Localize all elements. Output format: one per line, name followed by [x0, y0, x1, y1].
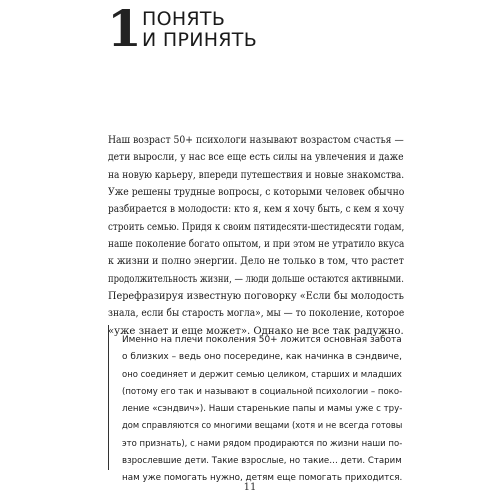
body-line: Наш возраст 50+ психологи называют возрастом счастья — — [108, 134, 404, 146]
sidebar-line: (потому его так и называют в социальной психологии – поко- — [122, 386, 403, 397]
body-line: Перефразируя известную поговорку «Если бы молодость — [108, 290, 404, 303]
chapter-title-line-1: ПОНЯТЬ — [142, 8, 226, 30]
sidebar-line: нам уже помогать нужно, детям еще помогать приходится. — [122, 473, 403, 484]
body-line: строить семью. Придя к своим пятидесяти-шестидесяти годам, — [108, 220, 405, 233]
chapter-title-line-2: И ПРИНЯТЬ — [142, 29, 258, 51]
sidebar-quote — [108, 324, 404, 484]
body-line: знала, если бы старость могла», мы — то поколение, которое — [108, 307, 405, 320]
body-line: разбирается в молодости: кто я, кем я хочу быть, с кем я хочу — [108, 203, 405, 216]
body-line: к жизни и полно энергии. Дело не только в том, что растет — [108, 255, 404, 268]
page-number: 11 — [243, 482, 257, 493]
sidebar-line: оно соединяет и держит семью целиком, старших и младших — [122, 369, 402, 380]
chapter-title — [142, 9, 257, 51]
body-line: дети выросли, у нас все еще есть силы на увлечения и даже — [108, 151, 404, 164]
body-line: наше поколение богато опытом, и при этом не утратило вкуса — [108, 238, 405, 251]
sidebar-text — [122, 332, 402, 488]
body-paragraph — [108, 132, 404, 340]
sidebar-line: ление «сэндвич»). Наши старенькие папы и мамы уже с тру- — [122, 404, 403, 415]
sidebar-line: дом справляются со многими вещами (хотя и не всегда готовы — [122, 421, 403, 432]
body-line: «уже знает и еще может». Однако не все так радужно. — [108, 324, 404, 337]
sidebar-line: о близких – ведь оно посередине, как начинка в сэндвиче, — [122, 352, 402, 363]
body-line: продолжительность жизни, — люди дольше остаются активными. — [108, 272, 404, 285]
sidebar-line: это признать), с нами рядом продираются по жизни наши по- — [122, 438, 403, 449]
body-line: Уже решены трудные вопросы, с которыми человек обычно — [108, 186, 405, 199]
body-line: на новую карьеру, впереди путешествия и новые знакомства. — [108, 168, 405, 181]
sidebar-line: Именно на плечи поколения 50+ ложится основная забота — [122, 335, 402, 345]
chapter-number: 1 — [107, 0, 142, 58]
sidebar-line: взрослевшие дети. Такие взрослые, но такие… дети. Старим — [122, 456, 402, 467]
